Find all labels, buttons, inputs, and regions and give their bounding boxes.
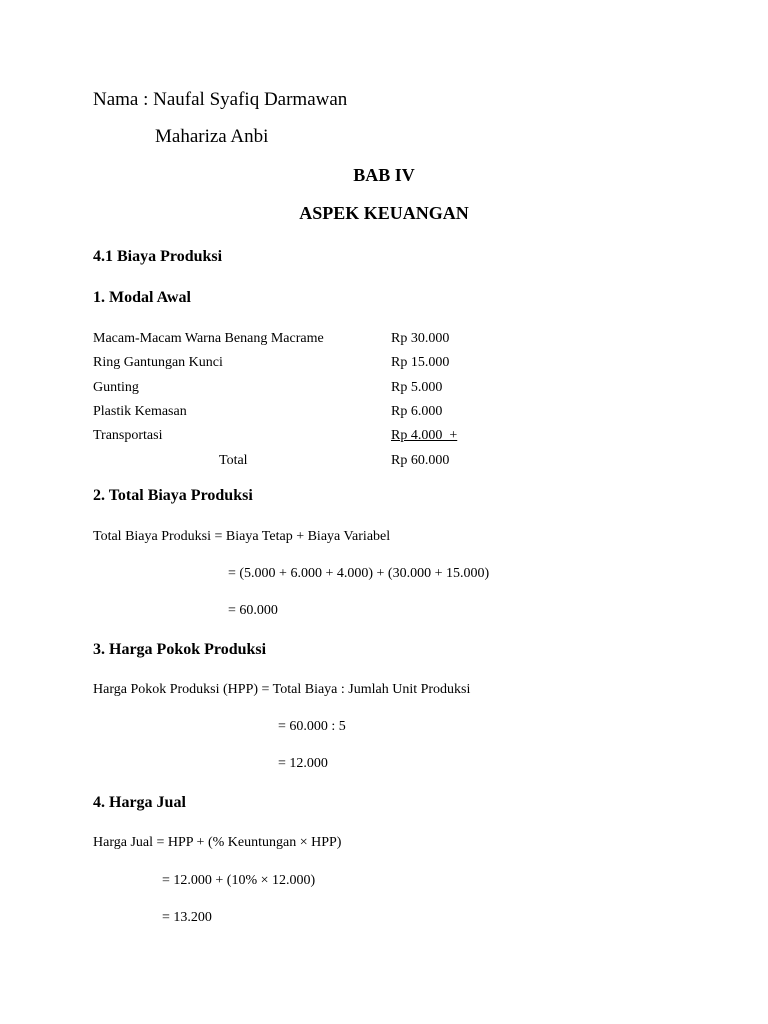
formula-line: = 12.000 + (10% × 12.000) <box>162 873 316 888</box>
subsection-heading-harga-jual: 4. Harga Jual <box>93 794 186 811</box>
cost-item-amount: Rp 15.000 <box>391 355 450 370</box>
formula-line: = 60.000 : 5 <box>278 719 346 734</box>
chapter-number: BAB IV <box>353 165 415 185</box>
cost-item-amount: Rp 5.000 <box>391 380 443 395</box>
cost-item-label: Gunting <box>93 380 139 395</box>
subsection-heading-hpp: 3. Harga Pokok Produksi <box>93 641 267 658</box>
formula-line: Harga Jual = HPP + (% Keuntungan × HPP) <box>93 835 342 850</box>
formula-result: = 12.000 <box>278 756 328 771</box>
total-label: Total <box>219 453 248 468</box>
cost-item-label: Ring Gantungan Kunci <box>93 355 223 370</box>
formula-result: = 13.200 <box>162 910 212 925</box>
chapter-title: ASPEK KEUANGAN <box>299 203 469 223</box>
formula-line: = (5.000 + 6.000 + 4.000) + (30.000 + 15.000) <box>228 566 490 581</box>
subsection-heading-modal-awal: 1. Modal Awal <box>93 289 191 306</box>
cost-item-amount: Rp 6.000 <box>391 404 443 419</box>
author-second-name: Mahariza Anbi <box>155 126 269 147</box>
cost-item-amount: Rp 30.000 <box>391 331 450 346</box>
formula-line: Total Biaya Produksi = Biaya Tetap + Biaya Variabel <box>93 529 391 544</box>
subsection-heading-total-biaya: 2. Total Biaya Produksi <box>93 487 253 504</box>
formula-result: = 60.000 <box>228 603 278 618</box>
author-name-line: Nama : Naufal Syafiq Darmawan <box>93 89 348 110</box>
cost-item-label: Transportasi <box>93 428 163 443</box>
section-heading-biaya-produksi: 4.1 Biaya Produksi <box>93 248 223 265</box>
cost-item-amount-with-plus: Rp 4.000 + <box>391 428 458 443</box>
total-amount: Rp 60.000 <box>391 453 450 468</box>
formula-line: Harga Pokok Produksi (HPP) = Total Biaya : Jumlah Unit Produksi <box>93 682 471 697</box>
cost-item-label: Macam-Macam Warna Benang Macrame <box>93 331 324 346</box>
cost-item-label: Plastik Kemasan <box>93 404 187 419</box>
